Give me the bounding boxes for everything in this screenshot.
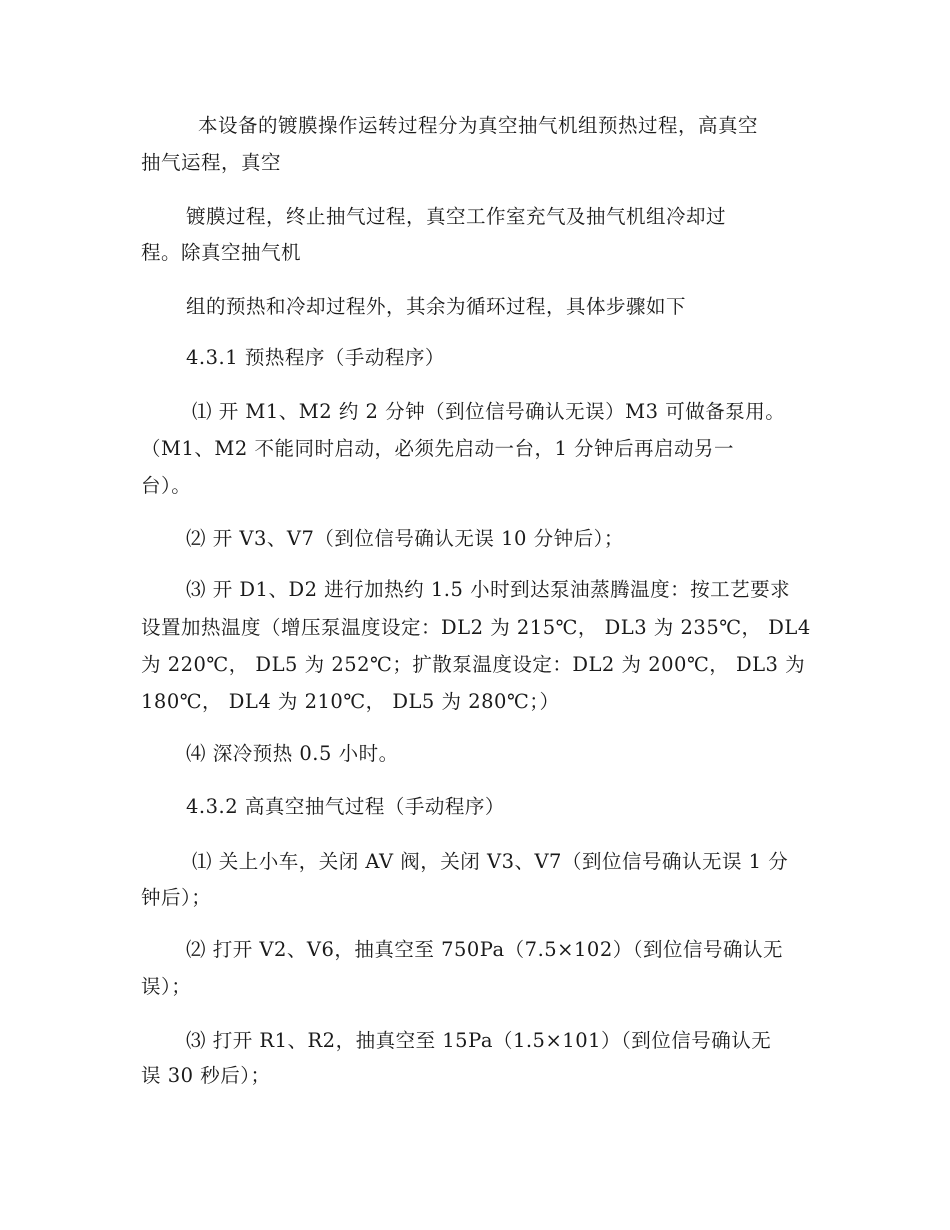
section-heading-4-3-2: 4.3.2 高真空抽气过程（手动程序） — [186, 795, 505, 818]
vacuum-step-2-line-2: 误）； — [141, 975, 192, 998]
step-3-line-1: ⑶ 开 D1、D2 进行加热约 1.5 小时到达泵油蒸腾温度：按工艺要求 — [186, 578, 791, 601]
section-heading-4-3-1: 4.3.1 预热程序（手动程序） — [186, 346, 445, 369]
step-4: ⑷ 深冷预热 0.5 小时。 — [186, 742, 399, 765]
step-1-line-2: （M1、M2 不能同时启动，必须先启动一台，1 分钟后再启动另一 — [141, 437, 735, 460]
vacuum-step-1-line-2: 钟后）； — [141, 886, 212, 909]
step-1-line-3: 台）。 — [141, 474, 192, 497]
vacuum-step-1-line-1: ⑴ 关上小车，关闭 AV 阀，关闭 V3、V7（到位信号确认无误 1 分 — [192, 850, 789, 873]
paragraph-intro-line-5: 组的预热和冷却过程外，其余为循环过程，具体步骤如下 — [186, 295, 687, 318]
vacuum-step-3-line-1: ⑶ 打开 R1、R2，抽真空至 15Pa（1.5×101）（到位信号确认无 — [186, 1029, 772, 1052]
step-3-line-4: 180℃， DL4 为 210℃， DL5 为 280℃；） — [141, 690, 560, 713]
vacuum-step-2-line-1: ⑵ 打开 V2、V6，抽真空至 750Pa（7.5×102）（到位信号确认无 — [186, 938, 783, 961]
step-2: ⑵ 开 V3、V7（到位信号确认无误 10 分钟后）； — [186, 527, 624, 550]
step-3-line-2: 设置加热温度（增压泵温度设定：DL2 为 215℃， DL3 为 235℃， DL4 — [141, 616, 811, 639]
paragraph-intro-line-3: 镀膜过程，终止抽气过程，真空工作室充气及抽气机组冷却过 — [186, 205, 727, 228]
step-1-line-1: ⑴ 开 M1、M2 约 2 分钟（到位信号确认无误）M3 可做备泵用。 — [192, 400, 786, 423]
vacuum-step-3-line-2: 误 30 秒后）； — [141, 1064, 271, 1087]
paragraph-intro-line-2: 抽气运程，真空 — [141, 151, 282, 174]
step-3-line-3: 为 220℃， DL5 为 252℃；扩散泵温度设定：DL2 为 200℃， DL3 为 — [141, 653, 806, 676]
paragraph-intro-line-1: 本设备的镀膜操作运转过程分为真空抽气机组预热过程，高真空 — [198, 114, 759, 137]
paragraph-intro-line-4: 程。除真空抽气机 — [141, 241, 302, 264]
